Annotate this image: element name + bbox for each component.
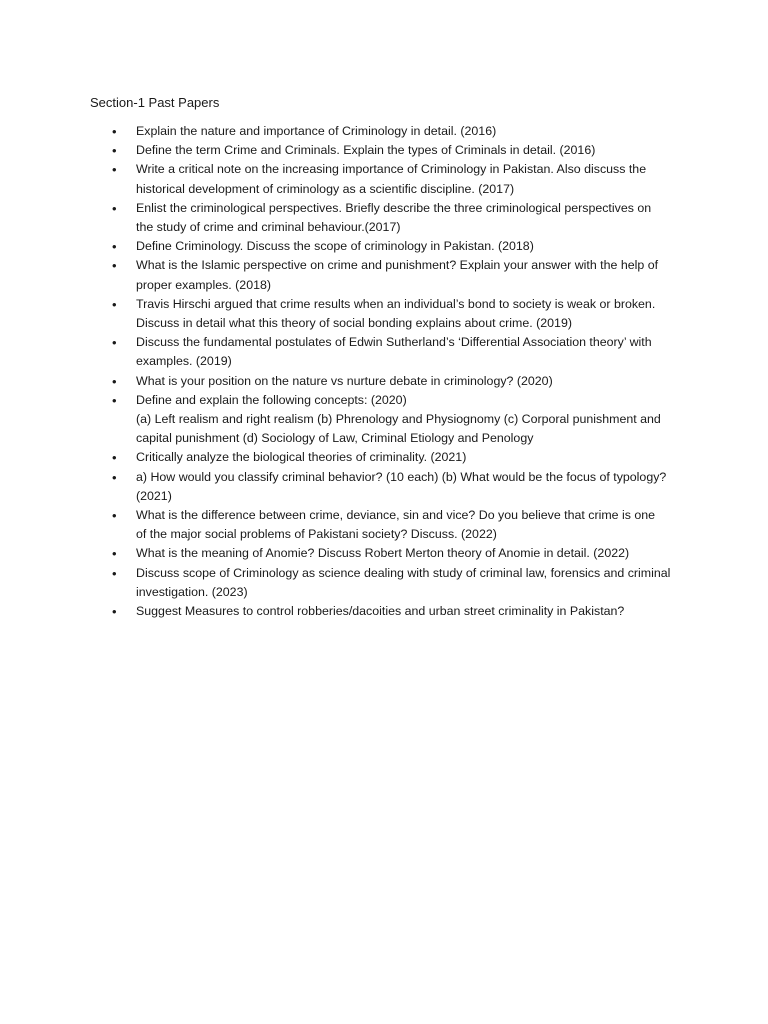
question-item — [0, 602, 684, 621]
question-item — [0, 333, 684, 371]
question-item — [0, 506, 684, 544]
bullet-icon: • — [112, 469, 117, 485]
question-text-line: Critically analyze the biological theories of criminality. (2021) — [136, 450, 467, 465]
question-item — [0, 122, 684, 141]
question-item — [0, 237, 684, 256]
bullet-icon: • — [112, 546, 117, 562]
question-text-line: Discuss the fundamental postulates of Edwin Sutherland’s ‘Differential Association theory’ with — [136, 335, 652, 350]
question-item — [0, 256, 684, 294]
question-item — [0, 391, 684, 449]
question-text-line: proper examples. (2018) — [136, 277, 271, 292]
question-text-line: Define Criminology. Discuss the scope of criminology in Pakistan. (2018) — [136, 239, 534, 254]
question-text-line: What is the difference between crime, deviance, sin and vice? Do you believe that crime is one — [136, 508, 656, 523]
question-item — [0, 372, 684, 391]
bullet-icon: • — [112, 335, 117, 351]
question-item — [0, 199, 684, 237]
question-text-line: What is the Islamic perspective on crime and punishment? Explain your answer with the help of — [136, 258, 659, 273]
question-text-line: a) How would you classify criminal behavior? (10 each) (b) What would be the focus of typology? — [136, 469, 667, 484]
question-text-line: (2021) — [136, 488, 172, 503]
question-item — [0, 295, 684, 333]
question-item — [0, 448, 684, 467]
question-text-line: examples. (2019) — [136, 354, 232, 369]
bullet-icon: • — [112, 143, 117, 159]
bullet-icon: • — [112, 450, 117, 466]
question-text-line: historical development of criminology as a scientific discipline. (2017) — [136, 181, 515, 196]
bullet-icon: • — [112, 565, 117, 581]
bullet-icon: • — [112, 508, 117, 524]
question-text-line: (a) Left realism and right realism (b) Phrenology and Physiognomy (c) Corporal punishment and — [136, 412, 661, 427]
question-text-line: Enlist the criminological perspectives. Briefly describe the three criminological perspectives on — [136, 200, 652, 215]
bullet-icon: • — [112, 604, 117, 620]
question-item — [0, 468, 684, 506]
question-item — [0, 564, 684, 602]
question-text-line: Define the term Crime and Criminals. Explain the types of Criminals in detail. (2016) — [136, 143, 596, 158]
question-text-line: Explain the nature and importance of Criminology in detail. (2016) — [136, 124, 497, 138]
bullet-icon: • — [112, 162, 117, 178]
bullet-icon: • — [112, 200, 117, 216]
question-text-line: What is the meaning of Anomie? Discuss Robert Merton theory of Anomie in detail. (2022) — [136, 546, 630, 561]
question-item — [0, 544, 684, 563]
bullet-icon: • — [112, 124, 117, 139]
bullet-icon: • — [112, 373, 117, 389]
question-item — [0, 141, 684, 160]
question-text-line: of the major social problems of Pakistani society? Discuss. (2022) — [136, 527, 497, 542]
bullet-icon: • — [112, 258, 117, 274]
question-text-line: Travis Hirschi argued that crime results when an individual’s bond to society is weak or broken. — [136, 296, 656, 311]
question-text-line: What is your position on the nature vs nurture debate in criminology? (2020) — [136, 373, 553, 388]
question-text-line: Discuss scope of Criminology as science dealing with study of criminal law, forensics and criminal — [136, 565, 671, 580]
section-heading: Section-1 Past Papers — [90, 95, 220, 110]
bullet-icon: • — [112, 392, 117, 408]
bullet-icon: • — [112, 296, 117, 312]
question-text-line: the study of crime and criminal behaviour.(2017) — [136, 220, 401, 235]
bullet-icon: • — [112, 239, 117, 255]
question-text-line: investigation. (2023) — [136, 584, 248, 599]
question-text-line: Define and explain the following concepts: (2020) — [136, 392, 407, 407]
question-text-line: Write a critical note on the increasing importance of Criminology in Pakistan. Also discuss the — [136, 162, 647, 177]
question-text-line: Suggest Measures to control robberies/dacoities and urban street criminality in Pakistan? — [136, 604, 625, 619]
question-item — [0, 160, 684, 198]
question-text-line: Discuss in detail what this theory of social bonding explains about crime. (2019) — [136, 316, 572, 331]
question-list — [0, 122, 768, 621]
question-text-line: capital punishment (d) Sociology of Law, Criminal Etiology and Penology — [136, 431, 534, 446]
